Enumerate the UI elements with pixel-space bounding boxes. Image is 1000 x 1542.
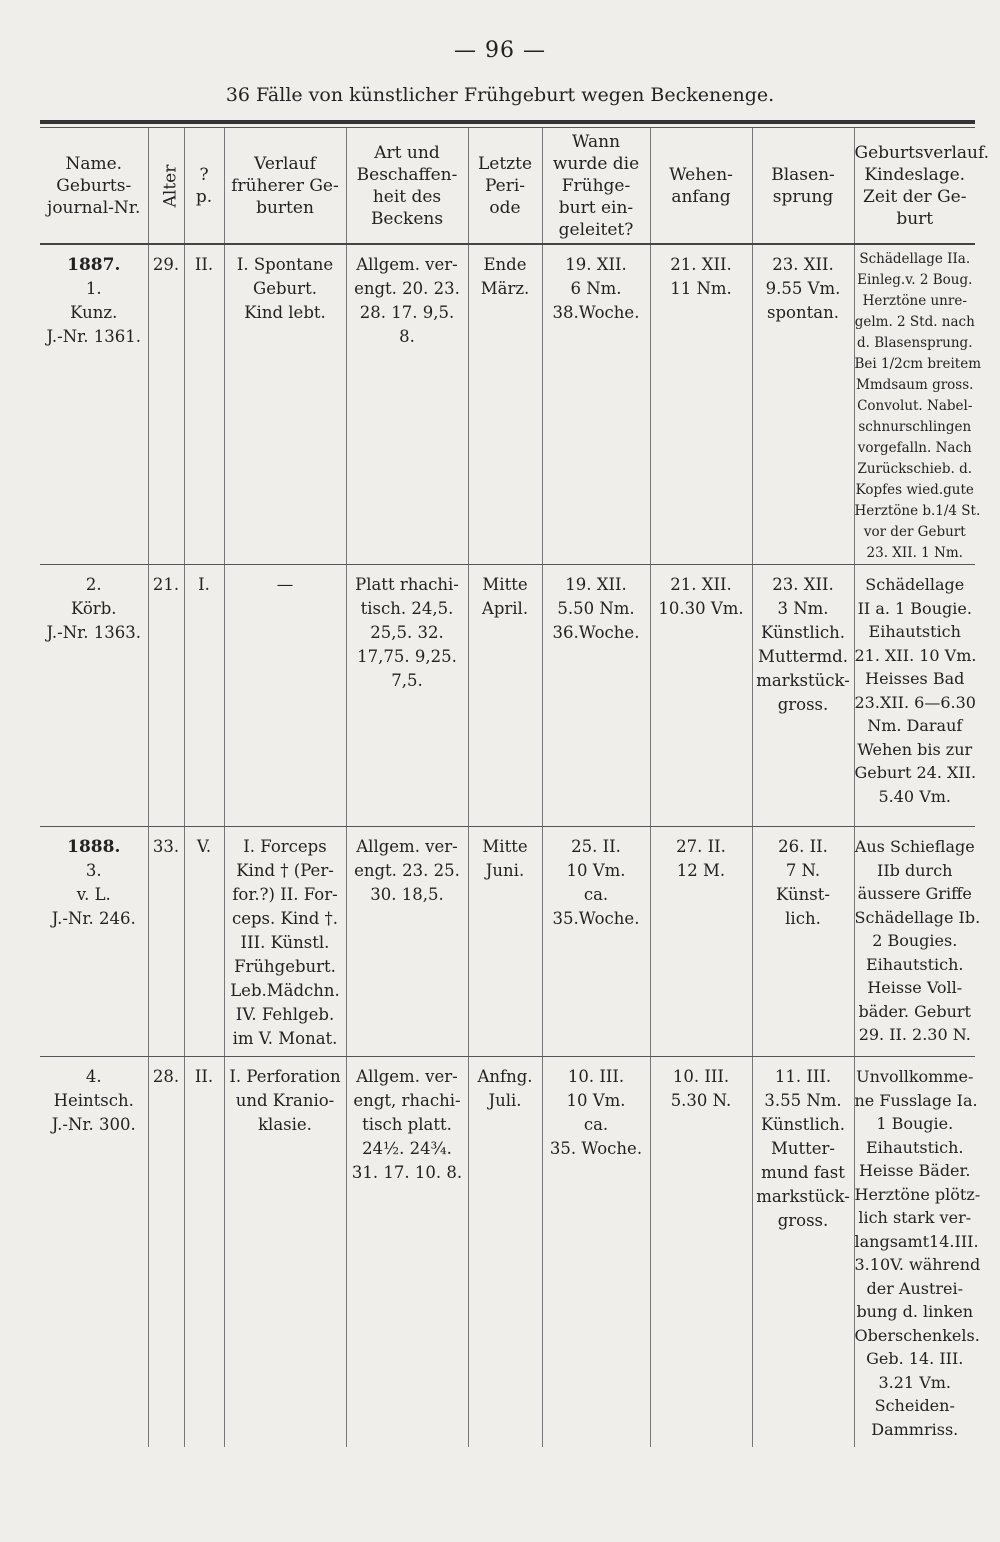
top-rule-thick — [40, 120, 975, 124]
header-becken: Art und Beschaffen- heit des Beckens — [346, 128, 468, 244]
cell-geburt: Unvollkomme- ne Fusslage Ia. 1 Bougie. Eihautstich. Heisse Bäder. Herztöne plötz- lich stark ver- langsamt14.III. 3.10V. während der Austrei- bung d. linken Oberschenkels. Geb. 14. III. 3.21 Vm. Scheiden- Dammriss. — [854, 1057, 975, 1447]
table-row — [40, 1057, 975, 1447]
header-verlauf: Verlauf früherer Ge- burten — [224, 128, 346, 244]
cell-verlauf: I. Forceps Kind † (Per- for.?) II. For- ceps. Kind †. III. Künstl. Frühgeburt. Leb.Mädchn. IV. Fehlgeb. im V. Monat. — [224, 827, 346, 1057]
header-row — [40, 128, 975, 244]
table-row — [40, 565, 975, 827]
cell-blasen: 11. III. 3.55 Nm. Künstlich. Mutter- mund fast markstück- gross. — [752, 1057, 854, 1447]
table-row — [40, 244, 975, 565]
cell-becken: Platt rhachi- tisch. 24,5. 25,5. 32. 17,75. 9,25. 7,5. — [346, 565, 468, 827]
case-table — [40, 128, 990, 1447]
header-geburt: Geburtsverlauf. Kindeslage. Zeit der Ge- burt — [854, 128, 975, 244]
cell-name: 1888. 3. v. L. J.-Nr. 246. — [40, 827, 148, 1057]
cell-blasen: 26. II. 7 N. Künst- lich. — [752, 827, 854, 1057]
cell-verlauf: I. Perforation und Kranio- klasie. — [224, 1057, 346, 1447]
cell-blasen: 23. XII. 3 Nm. Künstlich. Muttermd. markstück- gross. — [752, 565, 854, 827]
cell-p: II. — [184, 1057, 224, 1447]
header-alter: Alter — [148, 128, 184, 244]
cell-alter: 21. — [148, 565, 184, 827]
cell-name: 1887. 1. Kunz. J.-Nr. 1361. — [40, 244, 148, 565]
header-name: Name. Geburts- journal-Nr. — [40, 128, 148, 244]
cell-wann: 10. III. 10 Vm. ca. 35. Woche. — [542, 1057, 650, 1447]
cell-becken: Allgem. ver- engt. 23. 25. 30. 18,5. — [346, 827, 468, 1057]
cell-periode: Mitte April. — [468, 565, 542, 827]
header-wann: Wann wurde die Frühge- burt ein- geleitet? — [542, 128, 650, 244]
cell-geburt: Schädellage IIa. Einleg.v. 2 Boug. Herztöne unre- gelm. 2 Std. nach d. Blasensprung. Bei 1/2cm breitem Mmdsaum gross. Convolut. Nabel- schnurschlingen vorgefalln. Nach Zurückschieb. d. Kopfes wied.gute Herztöne b.1/4 St. vor der Geburt 23. XII. 1 Nm. — [854, 244, 975, 565]
cell-p: II. — [184, 244, 224, 565]
cell-becken: Allgem. ver- engt, rhachi- tisch platt. 24½. 24¾. 31. 17. 10. 8. — [346, 1057, 468, 1447]
cell-periode: Anfng. Juli. — [468, 1057, 542, 1447]
cell-geburt: Aus Schieflage IIb durch äussere Griffe Schädellage Ib. 2 Bougies. Eihautstich. Heisse Voll- bäder. Geburt 29. II. 2.30 N. — [854, 827, 975, 1057]
cell-periode: Mitte Juni. — [468, 827, 542, 1057]
cell-wann: 25. II. 10 Vm. ca. 35.Woche. — [542, 827, 650, 1057]
cell-alter: 28. — [148, 1057, 184, 1447]
cell-geburt: Schädellage II a. 1 Bougie. Eihautstich 21. XII. 10 Vm. Heisses Bad 23.XII. 6—6.30 Nm. Darauf Wehen bis zur Geburt 24. XII. 5.40 Vm. — [854, 565, 975, 827]
cell-verlauf: I. Spontane Geburt. Kind lebt. — [224, 244, 346, 565]
cell-verlauf: — — [224, 565, 346, 827]
header-blasen: Blasen- sprung — [752, 128, 854, 244]
header-periode: Letzte Peri- ode — [468, 128, 542, 244]
cell-wehen: 21. XII. 11 Nm. — [650, 244, 752, 565]
header-p: ? p. — [184, 128, 224, 244]
cell-alter: 29. — [148, 244, 184, 565]
header-wehen: Wehen- anfang — [650, 128, 752, 244]
cell-becken: Allgem. ver- engt. 20. 23. 28. 17. 9,5. 8. — [346, 244, 468, 565]
page-number: — 96 — — [454, 38, 546, 63]
cell-periode: Ende März. — [468, 244, 542, 565]
cell-wann: 19. XII. 5.50 Nm. 36.Woche. — [542, 565, 650, 827]
cell-wehen: 10. III. 5.30 N. — [650, 1057, 752, 1447]
table-caption: 36 Fälle von künstlicher Frühgeburt wegen Beckenenge. — [225, 84, 775, 106]
cell-wann: 19. XII. 6 Nm. 38.Woche. — [542, 244, 650, 565]
cell-alter: 33. — [148, 827, 184, 1057]
cell-wehen: 27. II. 12 M. — [650, 827, 752, 1057]
cell-name: 2. Körb. J.-Nr. 1363. — [40, 565, 148, 827]
cell-wehen: 21. XII. 10.30 Vm. — [650, 565, 752, 827]
cell-p: I. — [184, 565, 224, 827]
cell-p: V. — [184, 827, 224, 1057]
cell-blasen: 23. XII. 9.55 Vm. spontan. — [752, 244, 854, 565]
cell-name: 4. Heintsch. J.-Nr. 300. — [51, 1067, 136, 1134]
table-row — [40, 827, 975, 1057]
